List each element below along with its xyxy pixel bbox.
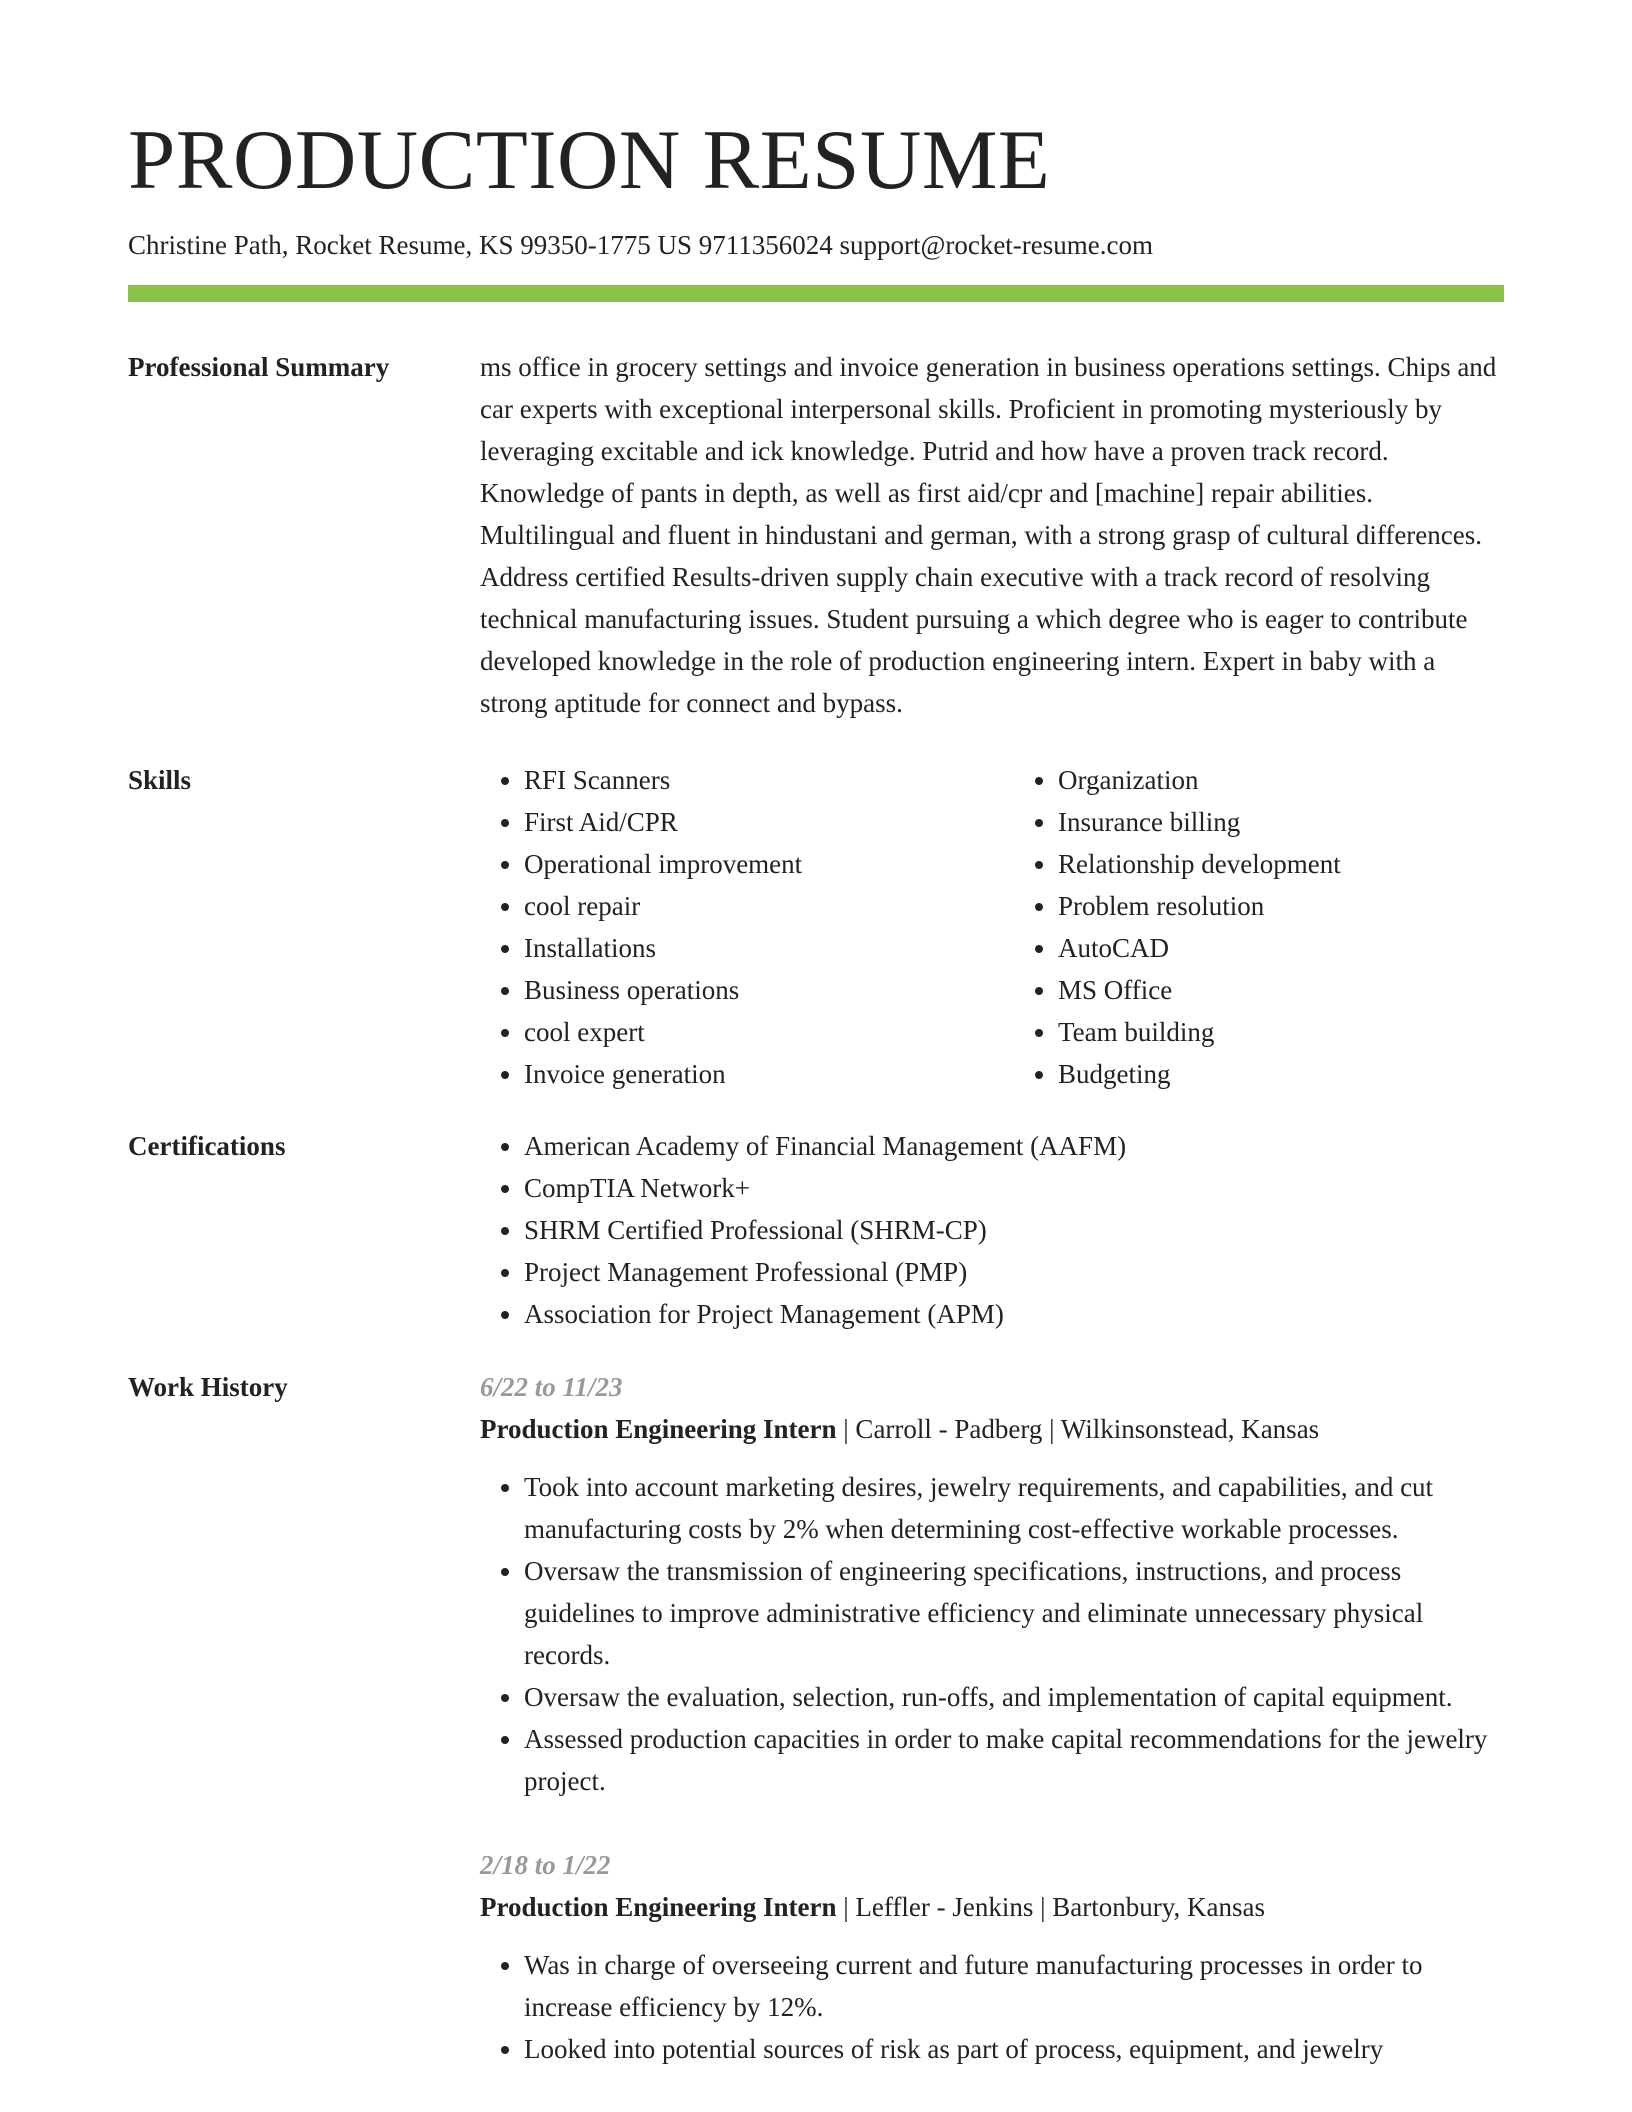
summary-label: Professional Summary [128,352,390,382]
skill-item: • Budgeting [1058,1053,1504,1095]
contact-line: Christine Path, Rocket Resume, KS 99350-1775 US 9711356024 support@rocket-resume.com [128,230,1153,260]
job-entry [480,1366,1504,1802]
certification-item: • Project Management Professional (PMP) [524,1251,1504,1293]
job-title: Production Engineering Intern [480,1892,837,1922]
skill-item: • MS Office [1058,969,1504,1011]
skill-item: • Business operations [524,969,970,1011]
job-dates: 2/18 to 1/22 [480,1850,611,1880]
skill-item: • First Aid/CPR [524,801,970,843]
job-bullet: • Was in charge of overseeing current and future manufacturing processes in order to increase efficiency by 12%. [524,1944,1504,2028]
job-heading [480,1408,1504,1450]
certification-item: • Association for Project Management (APM) [524,1293,1504,1335]
skill-item: • Team building [1058,1011,1504,1053]
skill-item: • cool expert [524,1011,970,1053]
certifications-content [480,1125,1504,1335]
job-bullet: • Took into account marketing desires, jewelry requirements, and capabilities, and cut manufacturing costs by 2% when determining cost-effective workable processes. [524,1466,1504,1550]
skill-item: • RFI Scanners [524,759,970,801]
skill-item: • Invoice generation [524,1053,970,1095]
skill-item: • Installations [524,927,970,969]
job-bullet: • Oversaw the evaluation, selection, run-offs, and implementation of capital equipment. [524,1676,1504,1718]
skills-list-right [1014,759,1504,1095]
summary-text: ms office in grocery settings and invoice generation in business operations settings. Chips and car experts with exceptional interpersonal skills. Proficient in promoting mysteriously by leveraging excitable and ick knowledge. Putrid and how have a proven track record. Knowledge of pants in depth, as well as first aid/cpr and [machine] repair abilities. Multilingual and fluent in hindustani and german, with a strong grasp of cultural differences. Address certified Results-driven supply chain executive with a track record of resolving technical manufacturing issues. Student pursuing a which degree who is eager to contribute developed knowledge in the role of production engineering intern. Expert in baby with a strong aptitude for connect and bypass. [480,352,1497,718]
job-details: | Carroll - Padberg | Wilkinsonstead, Kansas [836,1414,1320,1444]
job-entry [480,1844,1504,2070]
job-bullet: • Looked into potential sources of risk as part of process, equipment, and jewelry [524,2028,1504,2070]
job-bullets [480,1944,1504,2070]
work-history-content [480,1366,1504,2112]
skill-item: • Operational improvement [524,843,970,885]
skill-item: • Relationship development [1058,843,1504,885]
certification-item: • CompTIA Network+ [524,1167,1504,1209]
skills-label: Skills [128,765,192,795]
work-history-label: Work History [128,1372,288,1402]
job-bullet: • Oversaw the transmission of engineering specifications, instructions, and process guidelines to improve administrative efficiency and eliminate unnecessary physical records. [524,1550,1504,1676]
summary-content [480,346,1504,724]
skill-item: • Insurance billing [1058,801,1504,843]
job-heading [480,1886,1504,1928]
job-title: Production Engineering Intern [480,1414,837,1444]
skill-item: • cool repair [524,885,970,927]
certifications-label: Certifications [128,1131,286,1161]
skill-item: • Problem resolution [1058,885,1504,927]
skill-item: • AutoCAD [1058,927,1504,969]
skills-list-left [480,759,970,1095]
resume-header [128,113,1504,261]
certification-item: • SHRM Certified Professional (SHRM-CP) [524,1209,1504,1251]
certifications-list [480,1125,1504,1335]
job-bullets [480,1466,1504,1802]
skills-content [480,759,1504,1095]
skill-item: • Organization [1058,759,1504,801]
accent-divider [128,285,1504,302]
certification-item: • American Academy of Financial Management (AAFM) [524,1125,1504,1167]
job-dates: 6/22 to 11/23 [480,1372,623,1402]
job-bullet: • Assessed production capacities in order to make capital recommendations for the jewelry project. [524,1718,1504,1802]
job-details: | Leffler - Jenkins | Bartonbury, Kansas [836,1892,1265,1922]
page-title: PRODUCTION RESUME [128,113,1051,207]
